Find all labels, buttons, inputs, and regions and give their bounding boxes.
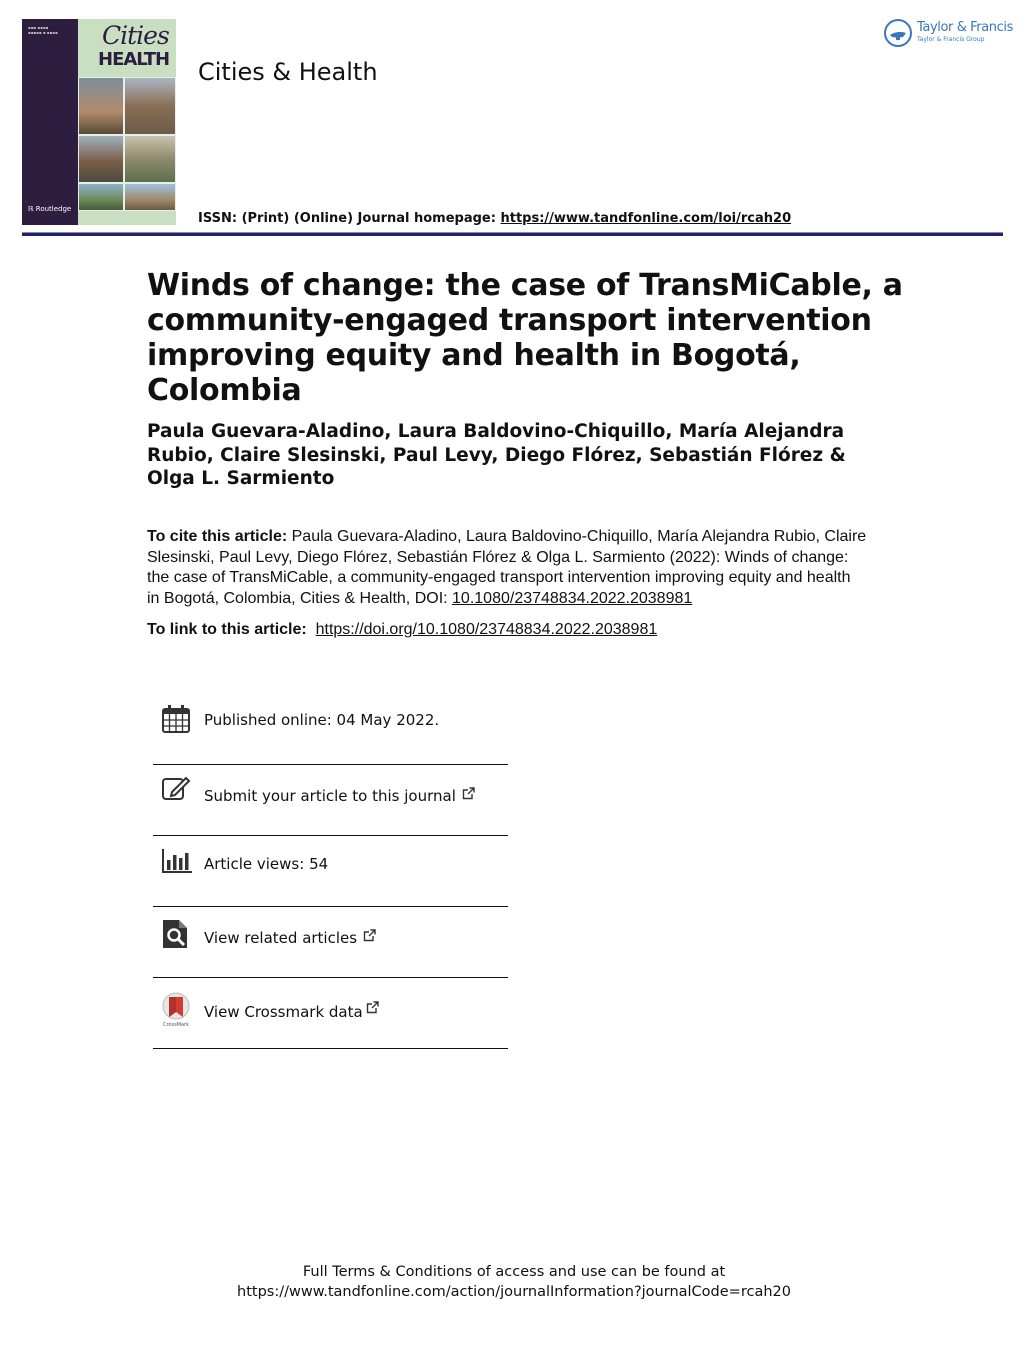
- article-doi-link[interactable]: https://doi.org/10.1080/23748834.2022.2038981: [315, 621, 658, 638]
- footer-terms-text: Full Terms & Conditions of access and use can be found at: [302, 1264, 726, 1280]
- edit-icon: [161, 775, 191, 803]
- crossmark-link[interactable]: [204, 1001, 379, 1021]
- link-label: To link to this article:: [147, 621, 307, 638]
- cover-photo: [124, 135, 176, 183]
- bar-chart-icon: [161, 848, 193, 874]
- related-articles-text: View related articles: [204, 929, 358, 947]
- document-search-icon: [161, 918, 189, 950]
- svg-text:CrossMark: CrossMark: [162, 1022, 190, 1027]
- crossmark-row[interactable]: [153, 978, 508, 1050]
- cover-issn-text: ▪▪▪ ▪▪▪▪ ▪▪▪▪▪ ▪ ▪▪▪▪: [28, 25, 58, 35]
- submit-article-link[interactable]: [204, 787, 475, 805]
- article-title: Winds of change: the case of TransMiCable, a community-engaged transport intervention improving equity and health in Bogotá, Colombia: [147, 268, 903, 408]
- publisher-lamp-icon: [883, 18, 913, 48]
- cover-photo: [124, 183, 176, 211]
- calendar-icon: [161, 704, 191, 734]
- publisher-logo[interactable]: [883, 17, 1013, 49]
- submit-article-text: Submit your article to this journal: [204, 787, 456, 805]
- publisher-name: Taylor & Francis: [917, 20, 1013, 35]
- crossmark-text: View Crossmark data: [204, 1003, 363, 1021]
- cover-imprint-text: Routledge: [35, 205, 72, 213]
- footer-terms-link[interactable]: https://www.tandfonline.com/action/journalInformation?journalCode=rcah20: [237, 1284, 791, 1300]
- cover-title-health: HEALTH: [98, 49, 170, 70]
- related-articles-link[interactable]: [204, 929, 376, 947]
- submit-article-row[interactable]: [153, 765, 508, 837]
- citation-block: [147, 527, 867, 609]
- journal-homepage-link[interactable]: https://www.tandfonline.com/loi/rcah20: [500, 211, 792, 226]
- cover-photo: [78, 183, 124, 211]
- issn-line: [198, 211, 791, 226]
- journal-cover-image: [22, 19, 176, 225]
- cover-photo: [78, 135, 124, 183]
- journal-name: Cities & Health: [198, 58, 378, 86]
- issn-text: ISSN: (Print) (Online) Journal homepage:: [198, 211, 501, 226]
- article-views-row: [153, 836, 508, 908]
- cover-photo: [124, 77, 176, 135]
- published-online-row: [153, 684, 508, 756]
- header-rule: [22, 233, 1003, 236]
- external-link-icon: [462, 787, 475, 800]
- article-link-line: [147, 621, 657, 639]
- cover-imprint-logo: ℝ Routledge: [28, 205, 72, 213]
- external-link-icon: [363, 929, 376, 942]
- footer: [0, 1262, 1028, 1302]
- related-articles-row[interactable]: [153, 907, 508, 979]
- row-divider: [153, 1048, 508, 1049]
- published-online-text: Published online: 04 May 2022.: [204, 711, 440, 729]
- article-authors: Paula Guevara-Aladino, Laura Baldovino-Chiquillo, María Alejandra Rubio, Claire Slesinski, Paul Levy, Diego Flórez, Sebastián Flórez & Olga L. Sarmiento: [147, 421, 846, 489]
- cite-text: Paula Guevara-Aladino, Laura Baldovino-Chiquillo, María Alejandra Rubio, Claire Slesinski, Paul Levy, Diego Flórez, Sebastián Flórez & Olga L. Sarmiento (2022): Winds of change: the case of TransMiCable, a community-engaged transport intervention improving equity and health in Bogotá, Colombia, Cities & Health, DOI:: [147, 528, 867, 607]
- external-link-icon: [366, 1001, 379, 1014]
- publisher-group: Taylor & Francis Group: [917, 36, 985, 43]
- cover-photo: [78, 77, 124, 135]
- article-views-text: Article views: 54: [204, 855, 329, 873]
- cite-label: To cite this article:: [147, 528, 288, 545]
- crossmark-icon: [159, 991, 193, 1027]
- cover-title-cities: Cities: [102, 21, 169, 50]
- cite-doi-link[interactable]: 10.1080/23748834.2022.2038981: [452, 589, 693, 607]
